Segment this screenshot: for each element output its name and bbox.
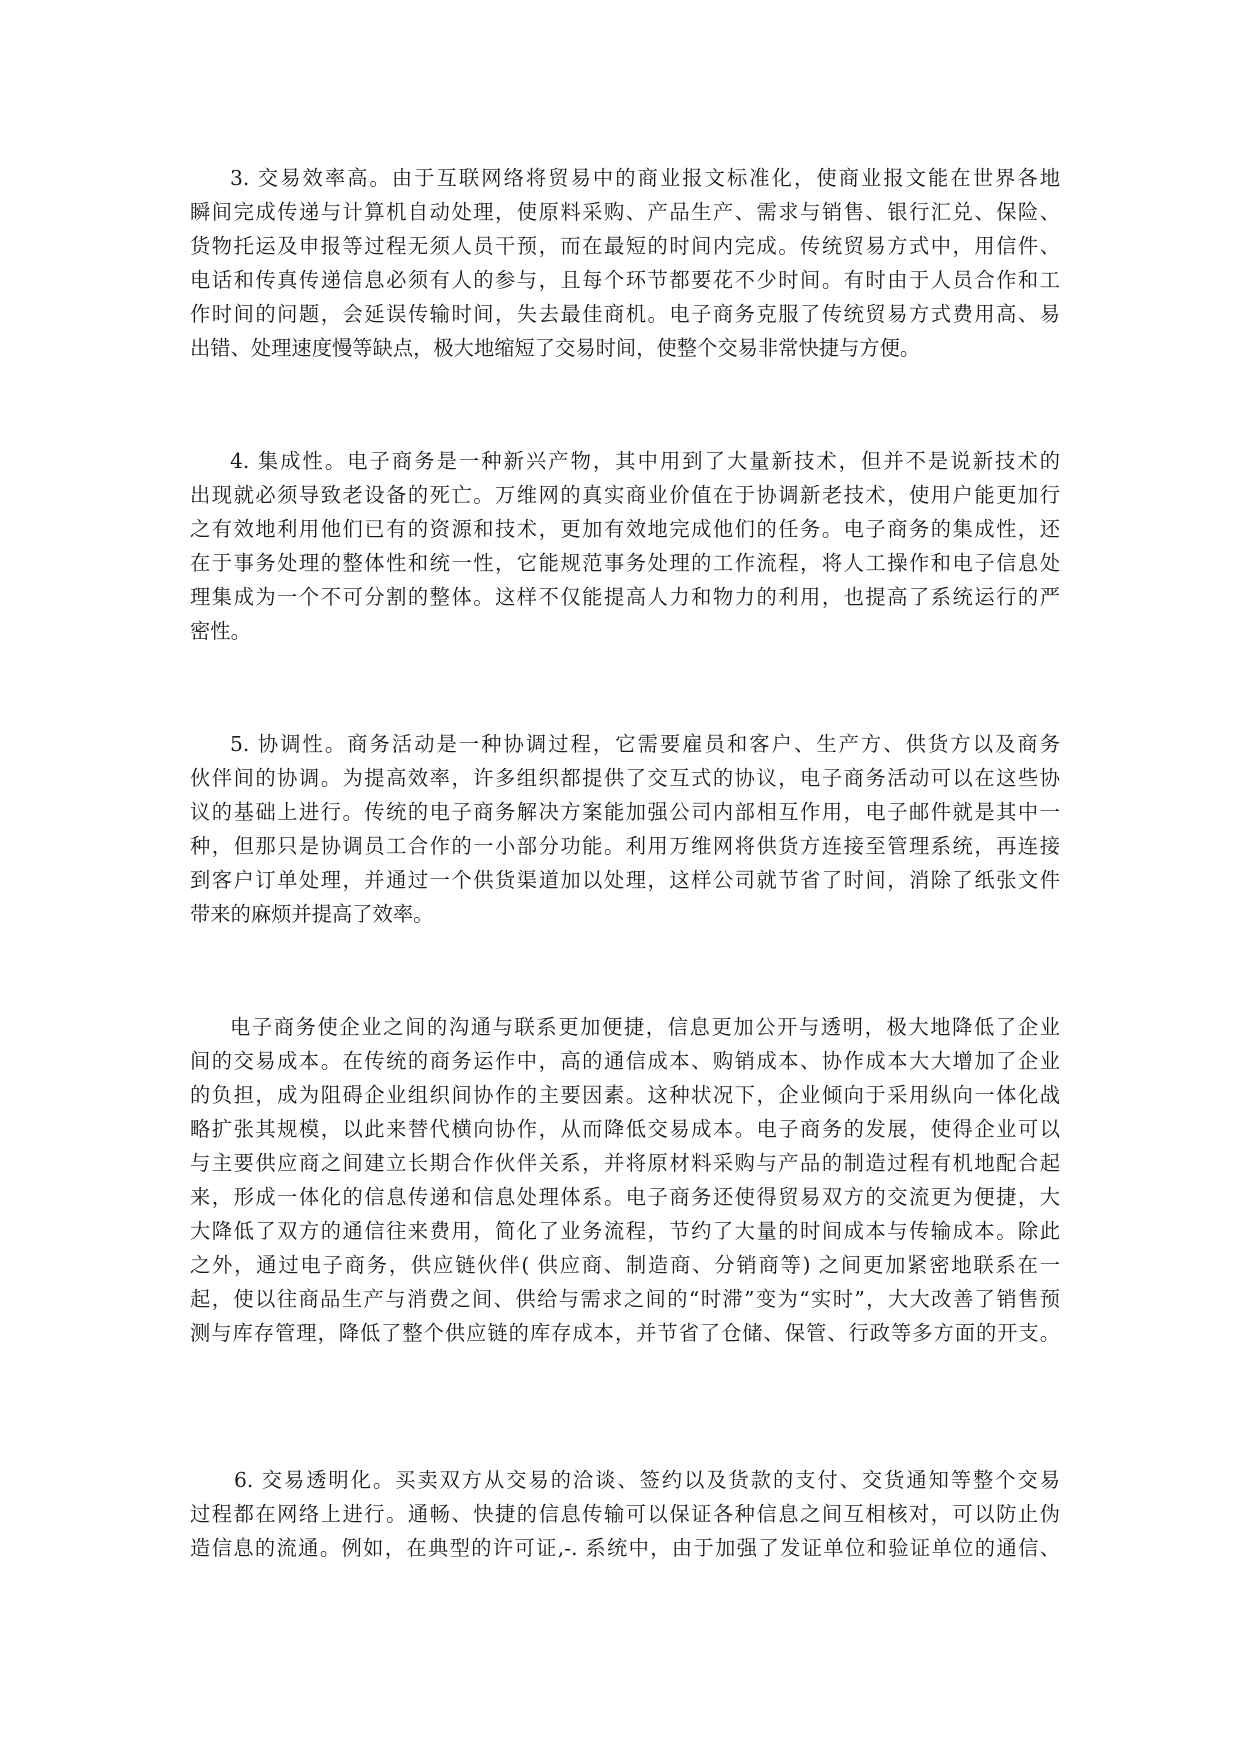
text-line: 电子商务使企业之间的沟通与联系更加便捷，信息更加公开与透明，极大地降低了企业	[230, 1015, 1060, 1039]
text-line: 大降低了双方的通信往来费用，简化了业务流程，节约了大量的时间成本与传输成本。除此	[190, 1219, 1060, 1243]
text-line: 起，使以往商品生产与消费之间、供给与需求之间的“时滞”变为“实时”，大大改善了销售预	[190, 1287, 1060, 1311]
text-line: 之外，通过电子商务，供应链伙伴( 供应商、制造商、分销商等) 之间更加紧密地联系在一	[190, 1253, 1060, 1277]
paragraph-coordination	[190, 727, 1060, 931]
text-line: 略扩张其规模，以此来替代横向协作，从而降低交易成本。电子商务的发展，使得企业可以	[190, 1117, 1060, 1141]
paragraph-communication	[190, 1010, 1060, 1350]
text-line: 电话和传真传递信息必须有人的参与，且每个环节都要花不少时间。有时由于人员合作和工	[190, 268, 1060, 292]
text-line: 造信息的流通。例如，在典型的许可证,-. 系统中，由于加强了发证单位和验证单位的通信、	[190, 1536, 1060, 1560]
text-line: 测与库存管理，降低了整个供应链的库存成本，并节省了仓储、保管、行政等多方面的开支。	[190, 1321, 1060, 1345]
text-line: 3. 交易效率高。由于互联网络将贸易中的商业报文标准化，使商业报文能在世界各地	[230, 166, 1060, 190]
text-line: 瞬间完成传递与计算机自动处理，使原料采购、产品生产、需求与销售、银行汇兑、保险、	[190, 200, 1060, 224]
paragraph-integration	[190, 444, 1060, 648]
text-line: 货物托运及申报等过程无须人员干预，而在最短的时间内完成。传统贸易方式中，用信件、	[190, 234, 1060, 258]
text-line: 作时间的问题，会延误传输时间，失去最佳商机。电子商务克服了传统贸易方式费用高、易	[190, 302, 1060, 326]
paragraph-efficiency	[190, 161, 1060, 365]
text-line: 理集成为一个不可分割的整体。这样不仅能提高人力和物力的利用，也提高了系统运行的严	[190, 585, 1060, 609]
text-line: 伙伴间的协调。为提高效率，许多组织都提供了交互式的协议，电子商务活动可以在这些协	[190, 766, 1060, 790]
text-line: 带来的麻烦并提高了效率。	[190, 902, 434, 926]
text-line: 在于事务处理的整体性和统一性，它能规范事务处理的工作流程，将人工操作和电子信息处	[190, 551, 1060, 575]
text-line: 6. 交易透明化。买卖双方从交易的洽谈、签约以及货款的支付、交货通知等整个交易	[234, 1468, 1060, 1492]
text-line: 与主要供应商之间建立长期合作伙伴关系，并将原材料采购与产品的制造过程有机地配合起	[190, 1151, 1060, 1175]
text-line: 密性。	[190, 619, 251, 643]
text-line: 来，形成一体化的信息传递和信息处理体系。电子商务还使得贸易双方的交流更为便捷，大	[190, 1185, 1060, 1209]
text-line: 种，但那只是协调员工合作的一小部分功能。利用万维网将供货方连接至管理系统，再连接	[190, 834, 1060, 858]
text-line: 5. 协调性。商务活动是一种协调过程，它需要雇员和客户、生产方、供货方以及商务	[230, 732, 1060, 756]
text-line: 之有效地利用他们已有的资源和技术，更加有效地完成他们的任务。电子商务的集成性，还	[190, 517, 1060, 541]
text-line: 出错、处理速度慢等缺点，极大地缩短了交易时间，使整个交易非常快捷与方便。	[190, 336, 921, 360]
text-line: 过程都在网络上进行。通畅、快捷的信息传输可以保证各种信息之间互相核对，可以防止伪	[190, 1502, 1060, 1526]
text-line: 4. 集成性。电子商务是一种新兴产物，其中用到了大量新技术，但并不是说新技术的	[230, 449, 1060, 473]
text-line: 间的交易成本。在传统的商务运作中，高的通信成本、购销成本、协作成本大大增加了企业	[190, 1049, 1060, 1073]
text-line: 出现就必须导致老设备的死亡。万维网的真实商业价值在于协调新老技术，使用户能更加行	[190, 483, 1060, 507]
text-line: 到客户订单处理，并通过一个供货渠道加以处理，这样公司就节省了时间，消除了纸张文件	[190, 868, 1060, 892]
text-line: 议的基础上进行。传统的电子商务解决方案能加强公司内部相互作用，电子邮件就是其中一	[190, 800, 1060, 824]
paragraph-transparency	[190, 1463, 1060, 1565]
text-line: 的负担，成为阻碍企业组织间协作的主要因素。这种状况下，企业倾向于采用纵向一体化战	[190, 1083, 1060, 1107]
